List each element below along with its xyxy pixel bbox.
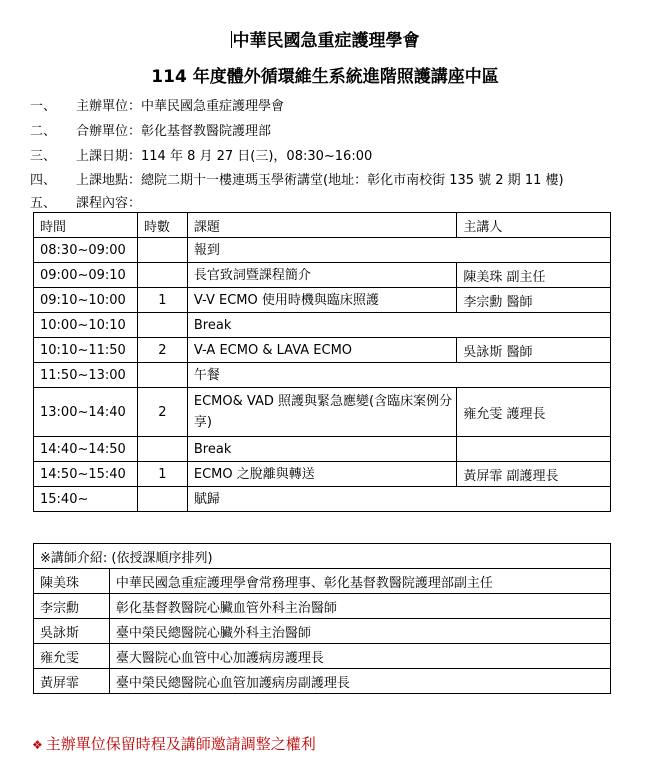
table-row [34, 462, 611, 487]
time-cell: 11:50~13:00 [34, 363, 138, 388]
speaker-description: 彰化基督教醫院心臟血管外科主治醫師 [109, 594, 610, 619]
table-row [34, 437, 611, 462]
document-subtitle: 114 年度體外循環維生系統進階照護講座中區 [151, 67, 499, 87]
schedule-table [33, 212, 611, 512]
speaker-cell: 黃屏霏 副護理長 [457, 462, 611, 487]
time-cell: 10:00~10:10 [34, 313, 138, 338]
speaker-table [33, 543, 611, 694]
document-title [0, 26, 650, 51]
table-row [34, 288, 611, 313]
speaker-name: 黃屏霏 [34, 669, 110, 694]
info-co-organizer [30, 120, 271, 139]
info-text: 合辦單位：彰化基督教醫院護理部 [76, 124, 272, 139]
hours-cell [137, 263, 187, 288]
info-text: 課程內容： [76, 196, 142, 211]
topic-cell: ECMO 之脫離與轉送 [187, 462, 456, 487]
topic-cell: V-V ECMO 使用時機與臨床照護 [187, 288, 456, 313]
time-cell: 09:10~10:00 [34, 288, 138, 313]
info-text: 上課地點：總院二期十一樓連瑪玉學術講堂(地址：彰化市南校街 135 號 2 期 11 樓) [76, 173, 564, 188]
topic-cell: ECMO& VAD 照護與緊急應變(含臨床案例分享) [187, 388, 456, 437]
info-course-content [30, 192, 141, 211]
title-text: 中華民國急重症護理學會 [232, 31, 420, 51]
time-cell: 14:50~15:40 [34, 462, 138, 487]
table-row [34, 487, 611, 512]
hours-cell: 1 [137, 462, 187, 487]
speaker-name: 李宗勳 [34, 594, 110, 619]
topic-cell: Break [187, 437, 456, 462]
speaker-name: 吳詠斯 [34, 619, 110, 644]
table-row [34, 238, 611, 263]
hours-cell [137, 487, 187, 512]
time-cell: 14:40~14:50 [34, 437, 138, 462]
info-organizer [30, 95, 284, 114]
info-date [30, 145, 372, 164]
table-row [34, 363, 611, 388]
disclaimer-text: 主辦單位保留時程及講師邀請調整之權利 [45, 735, 316, 753]
time-cell: 09:00~09:10 [34, 263, 138, 288]
speaker-row [34, 594, 611, 619]
info-number: 一、 [30, 99, 57, 114]
time-cell: 10:10~11:50 [34, 338, 138, 363]
speaker-row [34, 669, 611, 694]
topic-cell: 長官致詞暨課程簡介 [187, 263, 456, 288]
speaker-row [34, 644, 611, 669]
info-number: 三、 [30, 149, 57, 164]
info-location [30, 169, 564, 188]
hours-cell [137, 437, 187, 462]
speaker-cell: 李宗勳 醫師 [457, 288, 611, 313]
speaker-description: 臺大醫院心血管中心加護病房護理長 [109, 644, 610, 669]
hours-cell [137, 363, 187, 388]
topic-cell: 報到 [187, 238, 610, 263]
diamond-bullet-icon: ❖ [32, 738, 43, 752]
speaker-cell: 吳詠斯 醫師 [457, 338, 611, 363]
speaker-row [34, 619, 611, 644]
time-cell: 15:40~ [34, 487, 138, 512]
header-topic: 課題 [187, 213, 456, 238]
topic-cell: 賦歸 [187, 487, 610, 512]
time-cell: 13:00~14:40 [34, 388, 138, 437]
speaker-cell [457, 437, 611, 462]
speaker-table-header [34, 544, 611, 569]
info-number: 二、 [30, 124, 57, 139]
topic-cell: V-A ECMO & LAVA ECMO [187, 338, 456, 363]
header-speaker: 主講人 [457, 213, 611, 238]
speaker-name: 雍允雯 [34, 644, 110, 669]
speaker-name: 陳美珠 [34, 569, 110, 594]
table-row [34, 313, 611, 338]
table-row [34, 338, 611, 363]
table-header-row [34, 213, 611, 238]
table-row [34, 263, 611, 288]
topic-cell: 午餐 [187, 363, 610, 388]
hours-cell: 2 [137, 338, 187, 363]
speaker-cell: 雍允雯 護理長 [457, 388, 611, 437]
info-text: 主辦單位：中華民國急重症護理學會 [76, 99, 285, 114]
info-number: 四、 [30, 173, 57, 188]
speaker-description: 中華民國急重症護理學會常務理事、彰化基督教醫院護理部副主任 [109, 569, 610, 594]
table-row [34, 388, 611, 437]
hours-cell [137, 313, 187, 338]
speaker-description: 臺中榮民總醫院心血管加護病房副護理長 [109, 669, 610, 694]
header-hours: 時數 [137, 213, 187, 238]
speaker-row [34, 569, 611, 594]
text-cursor [231, 31, 232, 48]
speaker-description: 臺中榮民總醫院心臟外科主治醫師 [109, 619, 610, 644]
info-number: 五、 [30, 196, 57, 211]
hours-cell: 2 [137, 388, 187, 437]
header-time: 時間 [34, 213, 138, 238]
speaker-cell: 陳美珠 副主任 [457, 263, 611, 288]
time-cell: 08:30~09:00 [34, 238, 138, 263]
info-text: 上課日期：114 年 8 月 27 日(三)，08:30~16:00 [76, 149, 373, 164]
disclaimer-note [32, 733, 316, 754]
speaker-table-title: ※講師介紹: (依授課順序排列) [34, 544, 611, 569]
hours-cell [137, 238, 187, 263]
topic-cell: Break [187, 313, 610, 338]
hours-cell: 1 [137, 288, 187, 313]
